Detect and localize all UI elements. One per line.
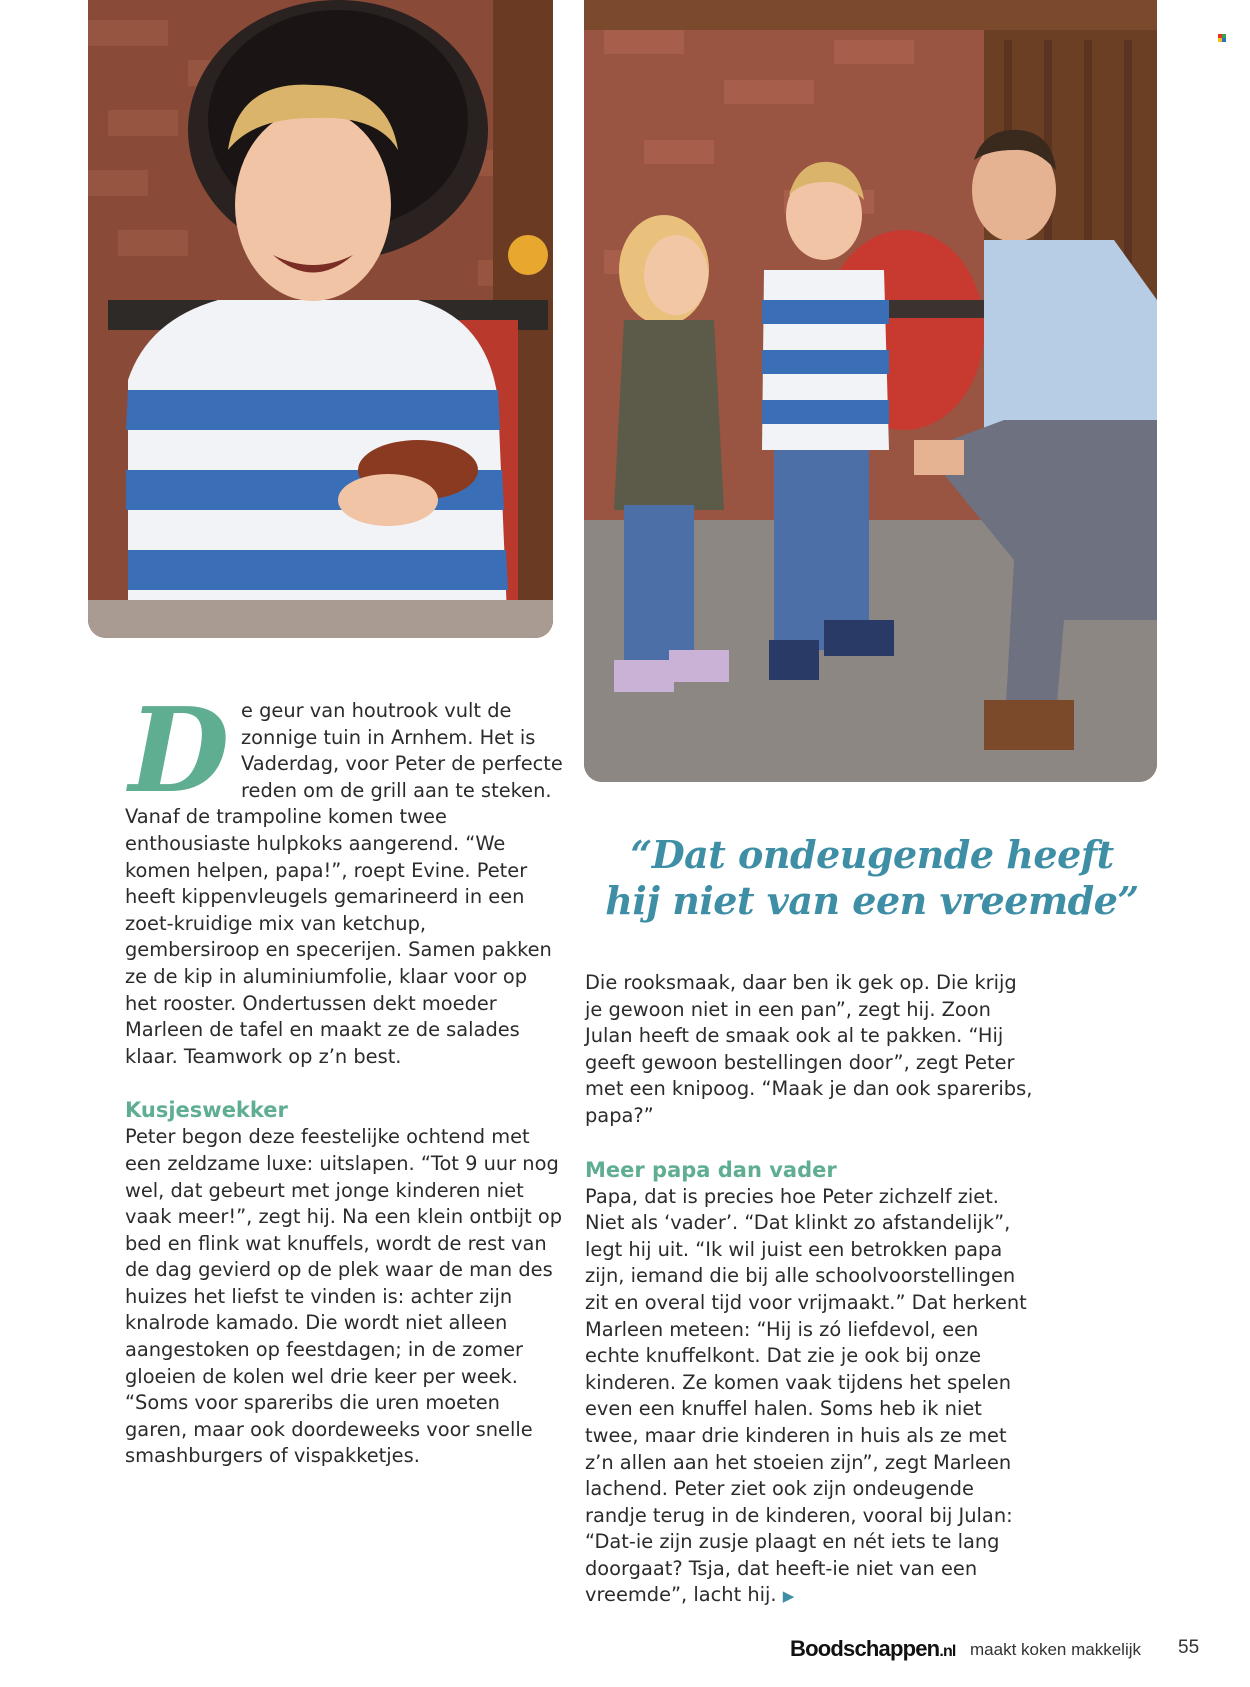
page-footer — [780, 1636, 1210, 1666]
papa-paragraph — [585, 1184, 1035, 1611]
continuation-paragraph: Die rooksmaak, daar ben ik gek op. Die krijg je gewoon niet in een pan”, zegt hij. Zoon Julan heeft de smaak ook al te pakken. “Hij geeft gewoon bestellingen door”, zegt Peter met een knipoog. “Maak je dan ook spareribs, papa?” — [585, 971, 1033, 1127]
pull-quote-line-1: “Dat ondeugende heeft — [630, 832, 1114, 877]
intro-text: e geur van houtrook vult de zonnige tuin in Arnhem. Het is Vaderdag, voor Peter de perfecte reden om de grill aan te steken. Vanaf de trampoline komen twee enthousiaste hulpkoks aangerend. “We komen helpen, papa!”, roept Evine. Peter heeft kippenvleugels gemarineerd in een zoet-kruidige mix van ketchup, gembersiroop en specerijen. Samen pakken ze de kip in aluminiumfolie, klaar voor op het rooster. Ondertussen dekt moeder Marleen de tafel en maakt ze de salades klaar. Teamwork op z’n best. — [125, 699, 563, 1068]
subheading-meer-papa-dan-vader: Meer papa dan vader — [585, 1157, 837, 1182]
pull-quote-line-2: hij niet van een vreemde” — [605, 878, 1139, 923]
article-right-column — [585, 970, 1035, 1610]
article-left-column — [125, 683, 565, 1470]
intro-paragraph — [125, 683, 565, 1070]
photo-family-illustration — [584, 0, 1157, 782]
brand-suffix: .nl — [939, 1643, 956, 1660]
brand-name: Boodschappen — [790, 1636, 940, 1661]
page-number: 55 — [1178, 1637, 1200, 1658]
papa-text: Papa, dat is precies hoe Peter zichzelf ziet. Niet als ‘vader’. “Dat klinkt zo afstandelijk”, legt hij uit. “Ik wil juist een betrokken papa zijn, iemand die bij alle schoolvoorstellingen zit en overal tijd voor vrijmaakt.” Dat herkent Marleen meteen: “Hij is zó liefdevol, een echte knuffelkont. Dat zie je ook bij onze kinderen. Ze komen vaak tijdens het spelen even een knuffel halen. Soms heb ik niet twee, maar drie kinderen in huis als ze met z’n allen aan het stoeien zijn”, zegt Marleen lachend. Peter ziet ook zijn ondeugende randje terug in de kinderen, vooral bij Julan: “Dat-ie zijn zusje plaagt en nét iets te lang doorgaat? Tsja, dat heeft-ie niet van een vreemde”, lacht hij. — [585, 1184, 1027, 1607]
kusjeswekker-paragraph: Peter begon deze feestelijke ochtend met een zeldzame luxe: uitslapen. “Tot 9 uur nog wel, dat gebeurt met jonge kinderen niet vaak meer!”, zegt hij. Na een klein ontbijt op bed en flink wat knuffels, wordt de rest van de dag gevierd op de plek waar de man des huizes het liefst te vinden is: achter zijn knalrode kamado. Die wordt niet alleen aangestoken op feestdagen; in de zomer gloeien de kolen wel drie keer per week. “Soms voor spareribs die uren moeten garen, maar ook doordeweeks voor snelle smashburgers of vispakketjes. — [125, 1125, 563, 1468]
drop-cap: D — [128, 683, 230, 819]
end-of-article-arrow-icon: ▶ — [782, 1587, 795, 1606]
photo-boy-with-grilled-chicken — [88, 0, 553, 638]
brand-logo — [790, 1636, 956, 1662]
color-registration-icon — [1218, 34, 1226, 42]
photo-boy-illustration — [88, 0, 553, 638]
photo-father-and-children — [584, 0, 1157, 782]
subheading-kusjeswekker: Kusjeswekker — [125, 1098, 288, 1123]
pull-quote — [592, 832, 1152, 924]
brand-tagline: maakt koken makkelijk — [970, 1640, 1142, 1659]
